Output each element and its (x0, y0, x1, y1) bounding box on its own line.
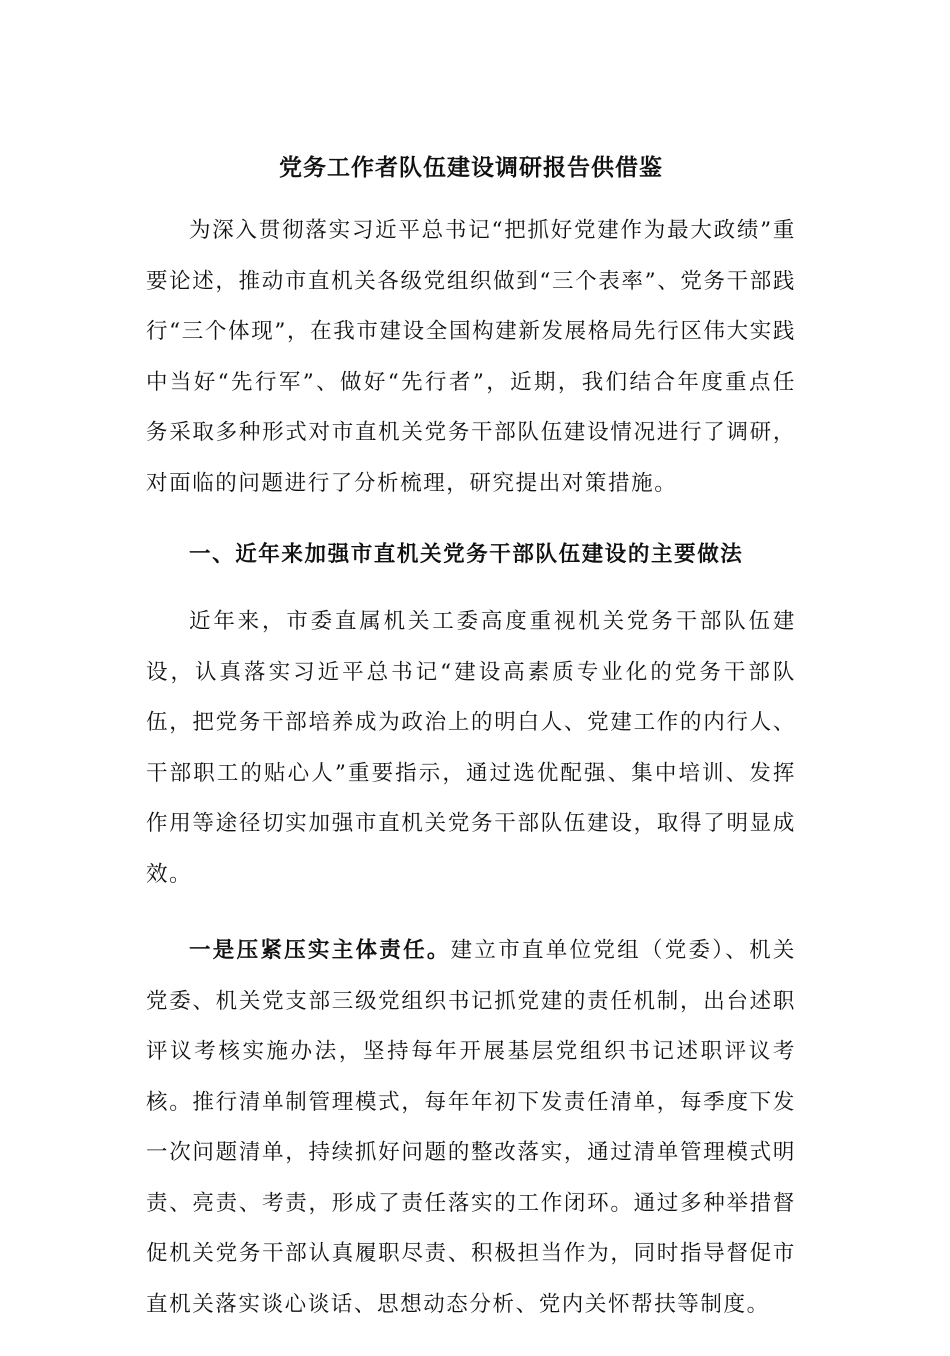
section-paragraph: 近年来，市委直属机关工委高度重视机关党务干部队伍建设，认真落实习近平总书记“建设高素质专业化的党务干部队伍，把党务干部培养成为政治上的明白人、党建工作的内行人、干部职工的贴心人”重要指示，通过选优配强、集中培训、发挥作用等途径切实加强市直机关党务干部队伍建设，取得了明显成效。 (146, 609, 796, 887)
item-body: 建立市直单位党组（党委）、机关党委、机关党支部三级党组织书记抓党建的责任机制，出台述职评议考核实施办法，坚持每年开展基层党组织书记述职评议考核。推行清单制管理模式，每年年初下发责任清单，每季度下发一次问题清单，持续抓好问题的整改落实，通过清单管理模式明责、亮责、考责，形成了责任落实的工作闭环。通过多种举措督促机关党务干部认真履职尽责、积极担当作为，同时指导督促市直机关落实谈心谈话、思想动态分析、党内关怀帮扶等制度。 (146, 938, 796, 1317)
document-title: 党务工作者队伍建设调研报告供借鉴 (279, 154, 663, 181)
item-paragraph (146, 926, 796, 1330)
intro-paragraph: 为深入贯彻落实习近平总书记“把抓好党建作为最大政绩”重要论述，推动市直机关各级党组织做到“三个表率”、党务干部践行“三个体现”，在我市建设全国构建新发展格局先行区伟大实践中当好“先行军”、做好“先行者”，近期，我们结合年度重点任务采取多种形式对市直机关党务干部队伍建设情况进行了调研，对面临的问题进行了分析梳理，研究提出对策措施。 (146, 218, 796, 496)
document-page (146, 148, 796, 1356)
section-heading: 一、近年来加强市直机关党务干部队伍建设的主要做法 (189, 542, 744, 567)
item-lead: 一是压紧压实主体责任。 (189, 938, 451, 963)
